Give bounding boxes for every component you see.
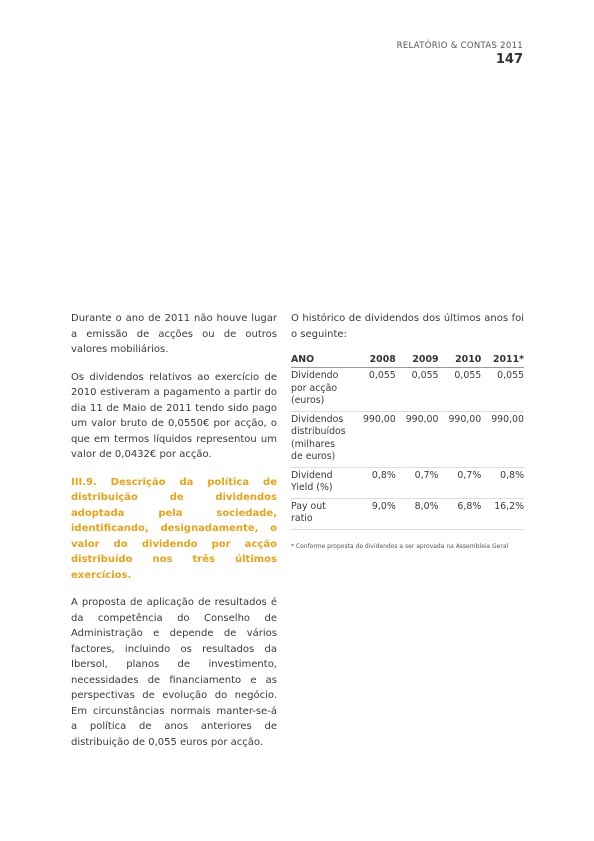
cell-value: 0,055 <box>396 368 439 412</box>
section-heading-dividend-policy: III.9. Descrição da política de distribuição de dividendos adoptada pela sociedade, identificando, designadamente, o valor do dividendo por acção distribuído nos três últimos exercícios. <box>71 476 277 581</box>
table-row <box>291 467 524 498</box>
row-label: Dividendos distribuídos (milhares de euros) <box>291 411 353 467</box>
cell-value: 6,8% <box>439 498 482 529</box>
table-header-row <box>291 351 524 368</box>
cell-value: 0,8% <box>353 467 396 498</box>
paragraph-proposal: A proposta de aplicação de resultados é da competência do Conselho de Administração e depende de vários factores, incluindo os resultados da Ibersol, planos de investimento, necessidades de financiamento e as perspectivas de evolução do negócio. Em circunstâncias normais manter-se-á a política de anos anteriores de distribuição de 0,055 euros por acção. <box>71 597 277 748</box>
row-label: Pay out ratio <box>291 498 353 529</box>
cell-value: 990,00 <box>439 411 482 467</box>
report-title: RELATÓRIO & CONTAS 2011 <box>396 41 523 51</box>
cell-value: 0,8% <box>481 467 524 498</box>
header-2009: 2009 <box>396 351 439 368</box>
header-2008: 2008 <box>353 351 396 368</box>
cell-value: 0,7% <box>396 467 439 498</box>
table-intro: O histórico de dividendos dos últimos anos foi o seguinte: <box>291 313 524 340</box>
cell-value: 0,055 <box>481 368 524 412</box>
cell-value: 9,0% <box>353 498 396 529</box>
paragraph-share-issuance: Durante o ano de 2011 não houve lugar a emissão de acções ou de outros valores mobiliários. <box>71 313 277 355</box>
header-ano: ANO <box>291 351 353 368</box>
dividend-history-table <box>291 351 524 530</box>
row-label: Dividendo por acção (euros) <box>291 368 353 412</box>
cell-value: 16,2% <box>481 498 524 529</box>
paragraph-dividends-2010: Os dividendos relativos ao exercício de 2010 estiveram a pagamento a partir do dia 11 de Maio de 2011 tendo sido pago um valor bruto de 0,0550€ por acção, o que em termos líquidos representou um valor de 0,0432€ por acção. <box>71 371 277 460</box>
table-row <box>291 498 524 529</box>
page-number: 147 <box>495 52 523 67</box>
cell-value: 0,055 <box>353 368 396 412</box>
row-label: Dividend Yield (%) <box>291 467 353 498</box>
cell-value: 990,00 <box>396 411 439 467</box>
cell-value: 0,055 <box>439 368 482 412</box>
cell-value: 990,00 <box>481 411 524 467</box>
table-row <box>291 411 524 467</box>
cell-value: 0,7% <box>439 467 482 498</box>
cell-value: 990,00 <box>353 411 396 467</box>
right-column <box>291 311 524 550</box>
table-footnote: * Conforme proposta de dividendos a ser aprovada na Assembleia Geral <box>291 542 509 550</box>
table-row <box>291 368 524 412</box>
left-column <box>71 311 277 762</box>
cell-value: 8,0% <box>396 498 439 529</box>
header-2010: 2010 <box>439 351 482 368</box>
header-2011: 2011* <box>481 351 524 368</box>
page-header <box>397 41 523 67</box>
